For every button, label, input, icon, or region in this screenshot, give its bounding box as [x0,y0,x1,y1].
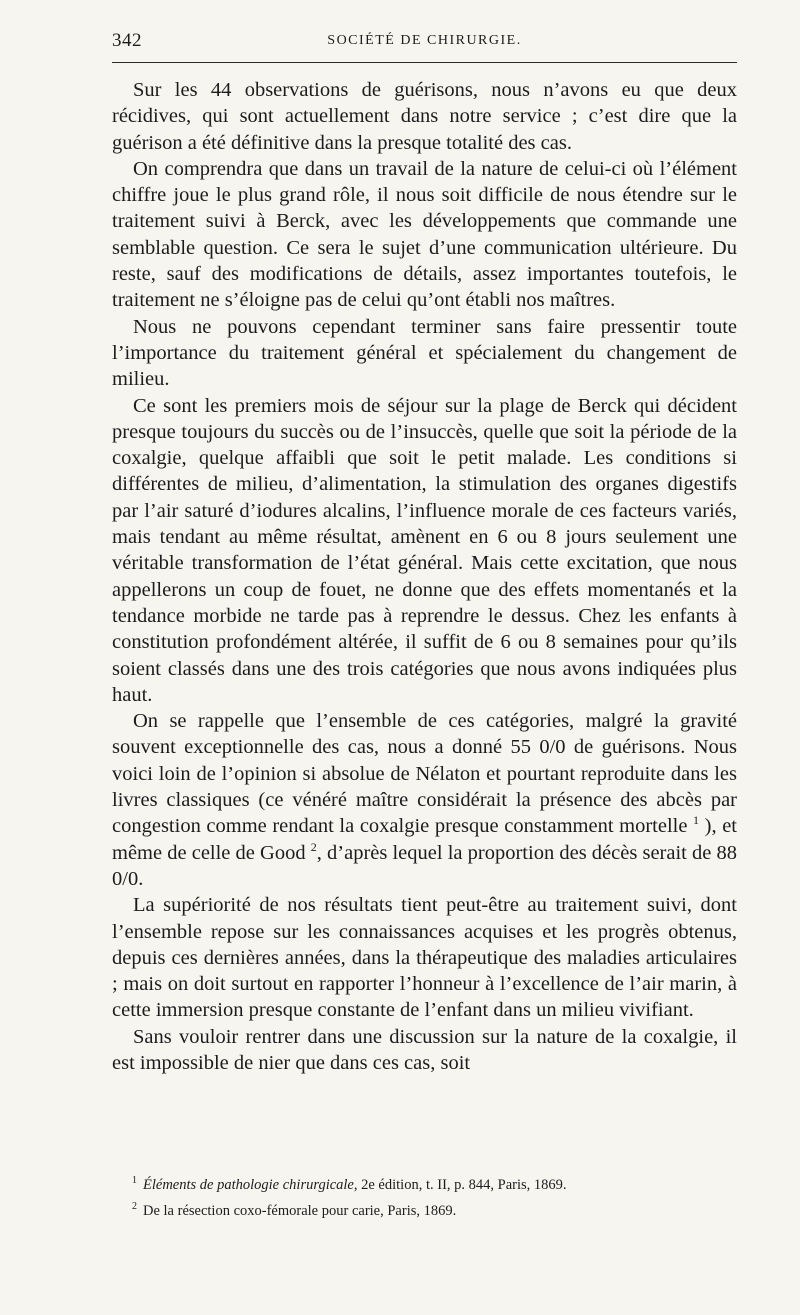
page-number: 342 [112,30,142,51]
footnote-ref: 1 [693,813,700,828]
footnote-text: , 2e édition, t. II, p. 844, Paris, 1869. [353,1176,567,1193]
footnote-text: De la résection coxo-fémorale pour carie, Paris, 1869. [143,1202,457,1219]
page-header [112,30,737,58]
footnote [112,1170,737,1196]
paragraph: Sur les 44 observations de guérisons, nous n’avons eu que deux récidives, qui sont actuellement dans notre service ; c’est dire que la guérison a été définitive dans la presque totalité des cas. [112,79,737,154]
body-text [112,77,737,1076]
paragraph-text: , d’après lequel la proportion des décès serait de 88 0/0. [112,841,738,890]
footnote-title: Éléments de pathologie chirurgicale [143,1176,354,1193]
paragraph: La supériorité de nos résultats tient peut-être au traitement suivi, dont l’ensemble repose sur les connaissances acquises et les progrès obtenus, depuis ces dernières années, dans la thérapeutique des maladies articulaires ; mais on doit surtout en rapporter l’honneur à l’excellence de l’air marin, à cette immersion presque constante de l’enfant dans un milieu vivifiant. [112,894,737,1022]
paragraph: Ce sont les premiers mois de séjour sur la plage de Berck qui décident presque toujours du succès ou de l’insuccès, quelle que soit la période de la coxalgie, quelque affaibli que soit le petit malade. Les conditions si différentes de milieu, d’alimentation, la stimulation des organes digestifs par l’air saturé d’iodures alcalins, l’influence morale de ces facteurs variés, mais tendant au même résultat, amènent en 6 ou 8 jours seulement une véritable transformation de l’état général. Mais cette excitation, que nous appellerons un coup de fouet, ne donne que des effets momentanés et la tendance morbide ne tarde pas à reprendre le dessus. Chez les enfants à constitution profondément altérée, il suffit de 6 ou 8 semaines pour qu’ils soient classés dans une des trois catégories que nous avons indiquées plus haut. [112,394,737,706]
paragraph-with-refs [112,708,737,892]
header-rule [112,62,737,63]
footnotes [112,1170,737,1222]
footnote [112,1196,737,1222]
paragraph: On comprendra que dans un travail de la nature de celui-ci où l’élément chiffre joue le plus grand rôle, il nous soit difficile de nous étendre sur le traitement suivi à Berck, avec les développements que commande une semblable question. Ce sera le sujet d’une communication ultérieure. Du reste, sauf des modifications de détails, assez importantes toutefois, le traitement ne s’éloigne pas de celui qu’ont établi nos maîtres. [112,157,737,312]
paragraph-text: ), et même de celle de Good [112,815,737,864]
footnote-mark: 1 [132,1175,137,1186]
footnote-ref: 2 [310,839,317,854]
footnote-mark: 2 [132,1200,137,1212]
paragraph: Sans vouloir rentrer dans une discussion sur la nature de la coxalgie, il est impossible de nier que dans ces cas, soit [112,1025,737,1074]
paragraph-text: On se rappelle que l’ensemble de ces catégories, malgré la gravité souvent exceptionnelle des cas, nous a donné 55 0/0 de guérisons. Nous voici loin de l’opinion si absolue de Nélaton et pourtant reproduite dans les livres classiques (ce vénéré maître considérait la présence des abcès par congestion comme rendant la coxalgie presque constamment mortelle [112,710,737,838]
running-head: SOCIÉTÉ DE CHIRURGIE. [327,33,522,48]
paragraph: Nous ne pouvons cependant terminer sans faire pressentir toute l’importance du traitement général et spécialement du changement de milieu. [112,315,737,391]
